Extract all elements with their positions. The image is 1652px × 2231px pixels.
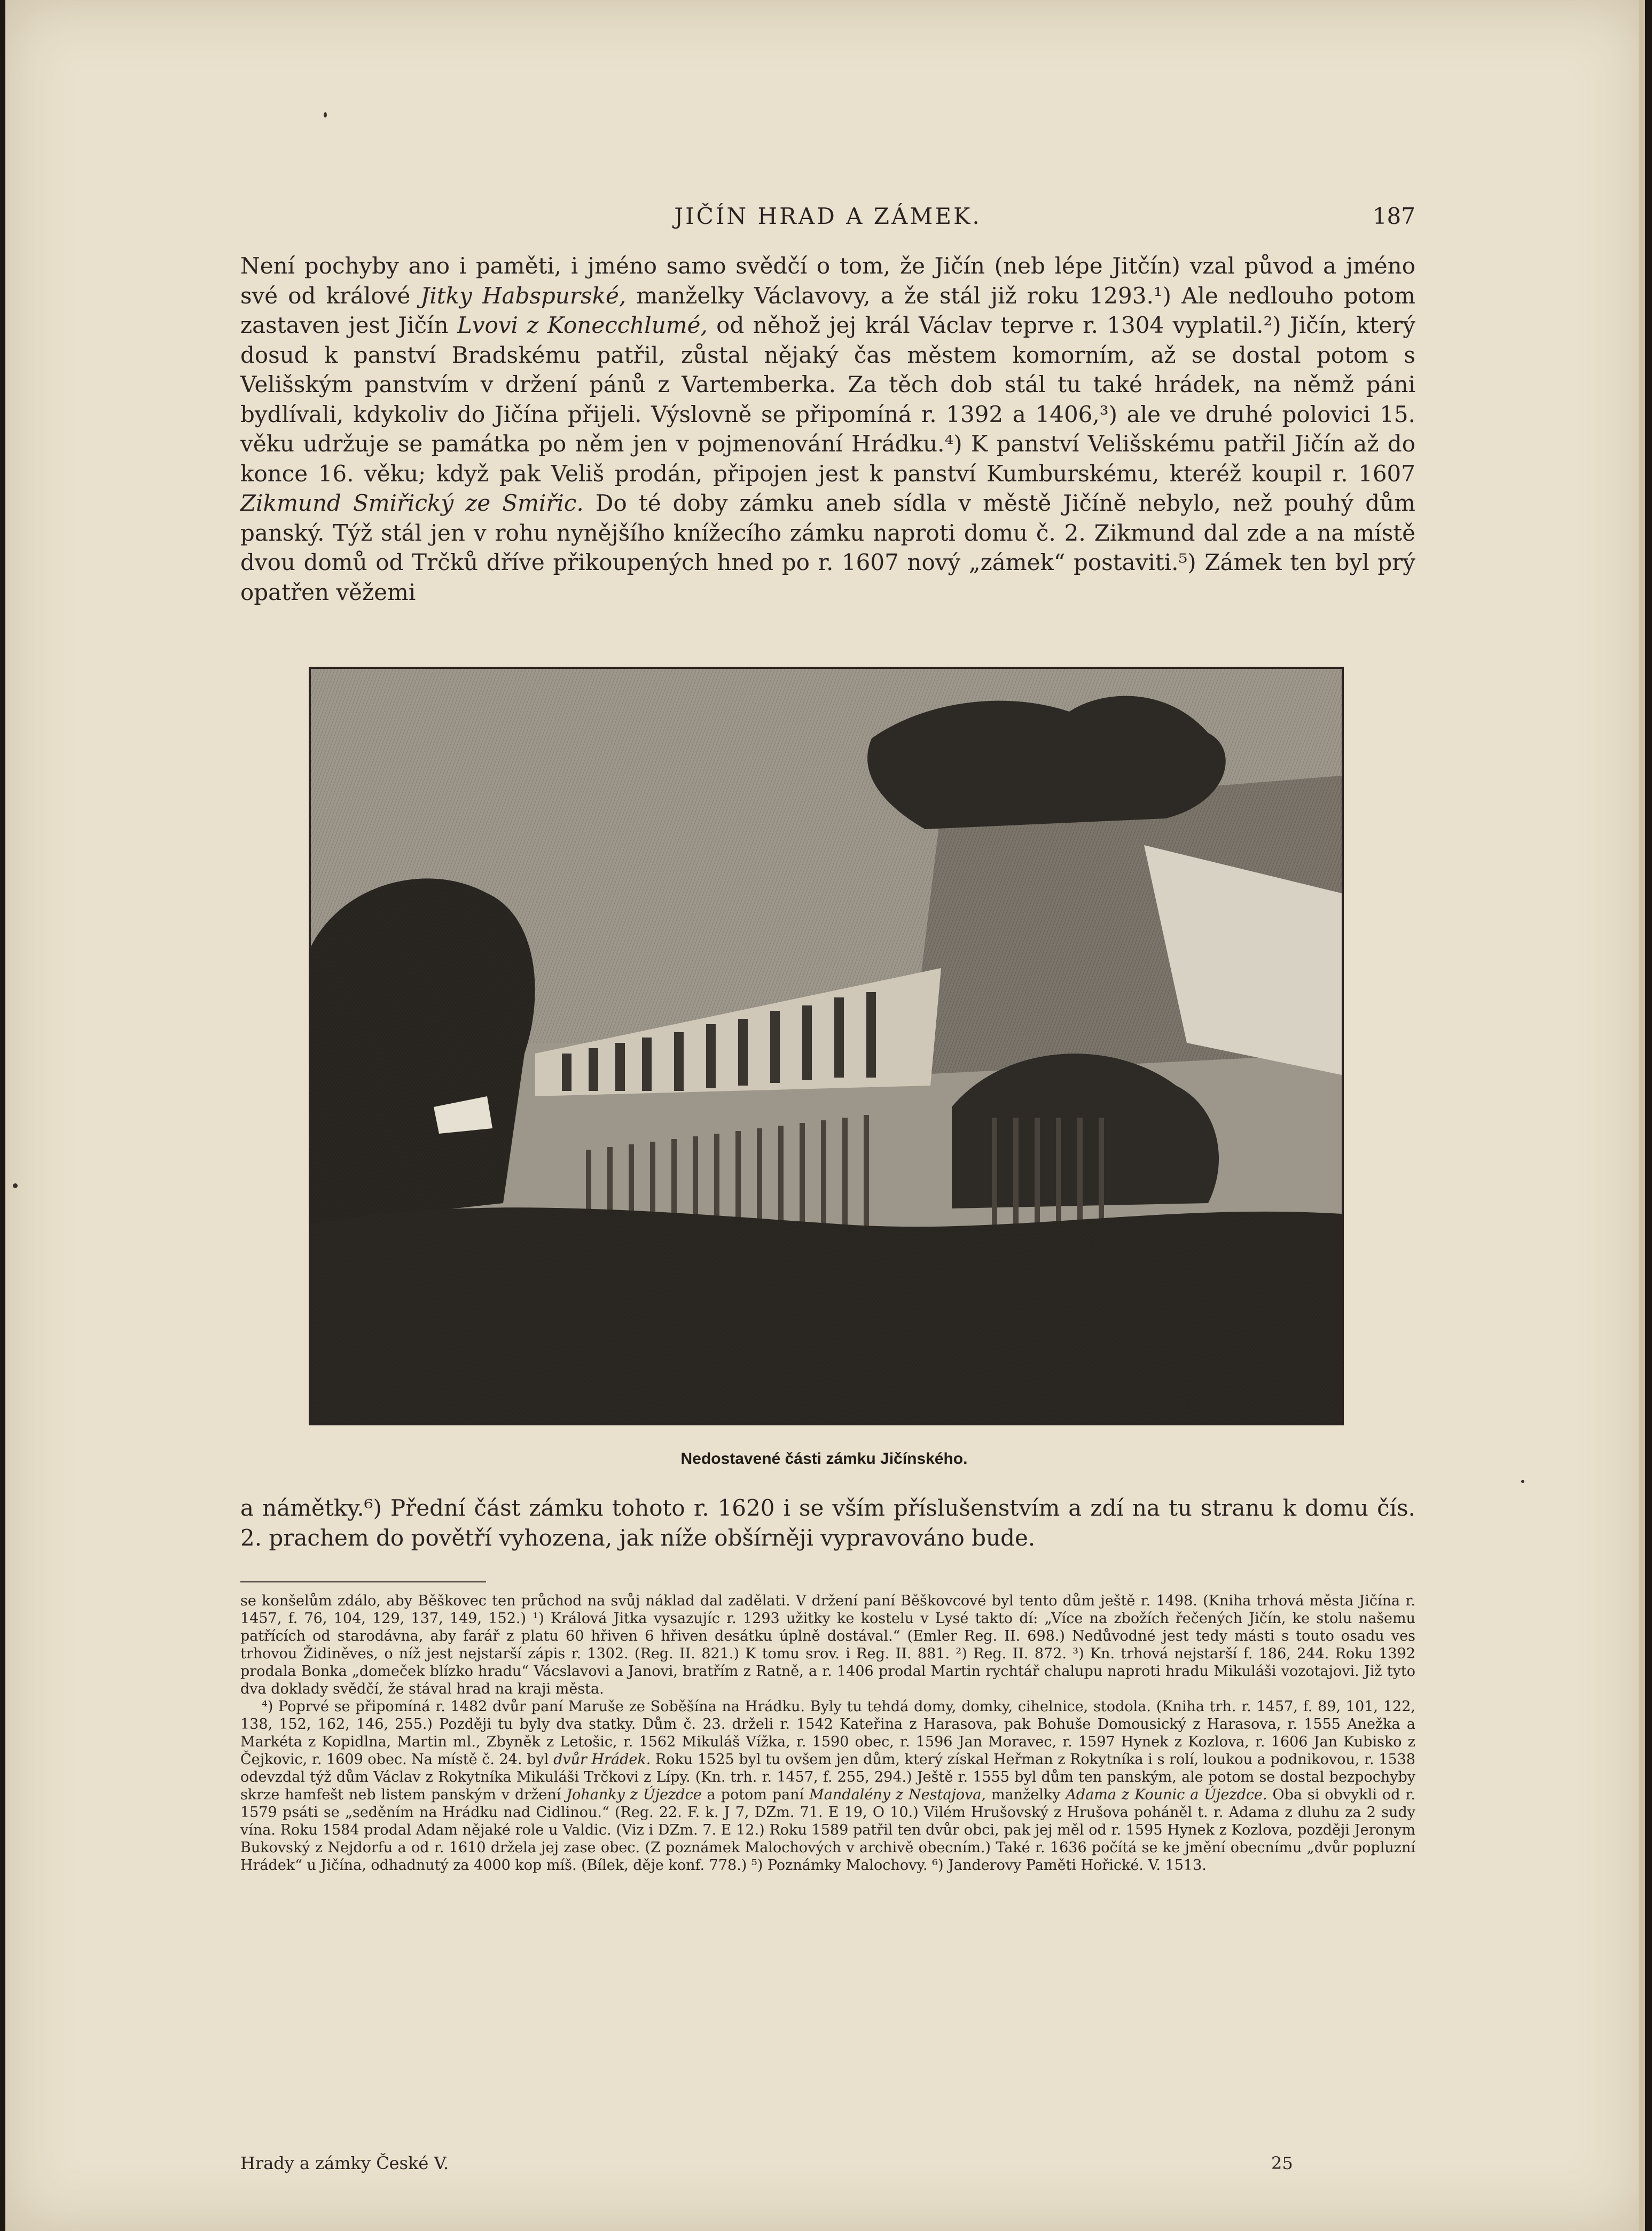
page-edge xyxy=(1639,0,1645,2231)
text-run: Roku 1525 byl tu ovšem jen dům, který získal Heřman z Rokytníka i s rolí, loukou a podnikovou, r. 1538 odevzdal týž dům Václav z Rokytníka Mikuláši Trčkovi z Lípy. (Kn. trh. r. 1457, f. 255, 294.) Ještě r. 1555 byl dům ten panským, ale potom se dostal bezpochyby skrze hamfešt neb listem panským v držení xyxy=(240,1751,1415,1803)
text-run: manželky Václavovy, a že stál již roku 1293.¹) Ale nedlouho potom zastaven jest Jičín xyxy=(240,282,1415,338)
italic-name: Johanky z Újezdce xyxy=(566,1787,702,1803)
page-speck xyxy=(13,1183,18,1188)
footnote-rule xyxy=(240,1581,486,1582)
footnote-block-1: se konšelům zdálo, aby Běškovec ten průchod na svůj náklad dal zadělati. V držení paní Běškovcové byl tento dům ještě r. 1498. (Kniha trhová města Jičína r. 1457, f. 76, 104, 129, 137, 149, 152.) ¹) Králová Jitka vysazujíc r. 1293 užitky ke kostelu v Lysé takto dí: „Více na zbožích řečených Jičín, ke stolu našemu patřících od starodávna, aby farář z platu 60 hřiven 6 hřiven desátku úplně dostával.“ (Emler Reg. II. 698.) Nedůvodné jest tedy másti s touto osadu ves trhovou Židiněves, o níž jest nejstarší zápis r. 1302. (Reg. II. 821.) K tomu srov. i Reg. II. 881. ²) Reg. II. 872. ³) Kn. trhová nejstarší f. 186, 244. Roku 1392 prodala Bonka „domeček blízko hradu“ Vácslavovi a Janovi, bratřím z Ratně, a r. 1406 prodal Martin rychtář chalupu naproti hradu Mikuláši vozotajovi. Již tyto dva doklady svědčí, že stával hrad na kraji města. xyxy=(240,1593,1415,1697)
signature-number: 25 xyxy=(1271,2153,1293,2173)
engraving-illustration xyxy=(311,669,1342,1423)
main-paragraph xyxy=(240,251,1415,607)
text-run: Oba si obvykli od r. 1579 psáti se „seděním na Hrádku nad Cidlinou.“ (Reg. 22. F. k. J 7, DZm. 71. E 19, O 10.) Vilém Hrušovský z Hrušova poháněl t. r. Adama z dluhu za 2 sudy vína. Roku 1584 prodal Adam nějaké role u Valdic. (Viz i DZm. 7. E 12.) Roku 1589 patřil ten dvůr obci, pak jej měl od r. 1595 Hynek z Kozlova, později Jeronym Bukovský z Nejdorfu a od r. 1610 držela jej zase obec. (Z poznámek Malochových v archivě obecním.) Také r. 1636 počítá se ke jmění obecnímu „dvůr popluzní Hrádek“ u Jičína, odhadnutý za 4000 kop míš. (Bílek, děje konf. 778.) ⁵) Poznámky Malochovy. ⁶) Janderovy Paměti Hořické. V. 1513. xyxy=(240,1787,1415,1874)
text-run: Není pochyby ano i paměti, i jméno samo svědčí o tom, že Jičín (neb lépe Jitčín) vzal původ a jméno své od králové xyxy=(240,253,1415,309)
italic-name: Jitky Habspurské, xyxy=(420,282,627,309)
text-run: od něhož jej král Václav teprve r. 1304 vyplatil.²) Jičín, který dosud k panství Bradskému patřil, zůstal nějaký čas městem komorním, až se dostal potom s Velišským panstvím v držení pánů z Vartemberka. Za těch dob stál tu také hrádek, na němž páni bydlívali, kdykoliv do Jičína přijeli. Výslovně se připomíná r. 1392 a 1406,³) ale ve druhé polovici 15. věku udržuje se památka po něm jen v pojmenování Hrádku.⁴) K panství Velišskému patřil Jičín až do konce 16. věku; když pak Veliš prodán, připojen jest k panství Kumburskému, kteréž koupil r. 1607 xyxy=(240,312,1415,487)
text-run: Do té doby zámku aneb sídla v městě Jičíně nebylo, než pouhý dům panský. Týž stál jen v rohu nynějšího knížecího zámku naproti domu č. 2. Zikmund dal zde a na místě dvou domů od Trčků dříve přikoupených hned po r. 1607 nový „zámek“ postaviti.⁵) Zámek ten byl prý opatřen věžemi xyxy=(240,490,1415,605)
page-speck xyxy=(324,112,327,118)
page-content xyxy=(240,203,1415,2173)
italic-name: Adama z Kounic a Újezdce. xyxy=(1066,1787,1267,1803)
book-page xyxy=(5,0,1645,2231)
italic-name: Mandalény z Nestajova, xyxy=(809,1787,986,1803)
page-header xyxy=(240,203,1415,251)
text-run: manželky xyxy=(986,1787,1066,1803)
castle-engraving xyxy=(309,667,1344,1425)
continuation-paragraph: a námětky.⁶) Přední část zámku tohoto r. 1620 i se vším příslušenstvím a zdí na tu stranu k domu čís. 2. prachem do povětří vyhozena, jak níže obšírněji vypravováno bude. xyxy=(240,1495,1415,1551)
text-run: ⁴) Poprvé se připomíná r. 1482 dvůr paní Maruše ze Soběšína na Hrádku. Byly tu tehdá domy, domky, cihelnice, stodola. (Kniha trh. r. 1457, f. 89, 101, 122, 138, 152, 162, 146, 255.) Později tu byly dva statky. Dům č. 23. drželi r. 1542 Kateřina z Harasova, pak Bohuše Domousický z Harasova, r. 1555 Anežka a Markéta z Kopidlna, Martin ml., Zbyněk z Letošic, r. 1562 Mikuláš Vížka, r. 1590 obec, r. 1596 Jan Moravec, r. 1597 Hynek z Kozlova, r. 1606 Jan Kubisko z Čejkovic, r. 1609 obec. Na místě č. 24. byl xyxy=(240,1698,1415,1768)
italic-name: dvůr Hrádek. xyxy=(553,1751,651,1768)
running-title: JIČÍN HRAD A ZÁMEK. xyxy=(674,203,982,229)
italic-name: Zikmund Smiřický ze Smiřic. xyxy=(240,490,584,516)
footnote-block-2 xyxy=(240,1698,1415,1874)
signature-label: Hrady a zámky České V. xyxy=(240,2153,449,2173)
page-number: 187 xyxy=(1372,203,1415,229)
page-speck xyxy=(1521,1480,1524,1483)
text-run: a potom paní xyxy=(701,1787,810,1803)
tree-canopy-top xyxy=(867,696,1226,829)
figure-caption: Nedostavené části zámku Jičínského. xyxy=(680,1450,968,1468)
italic-name: Lvovi z Konecchlumé, xyxy=(457,312,708,338)
figure xyxy=(309,667,1340,1468)
footnotes xyxy=(240,1592,1415,1874)
